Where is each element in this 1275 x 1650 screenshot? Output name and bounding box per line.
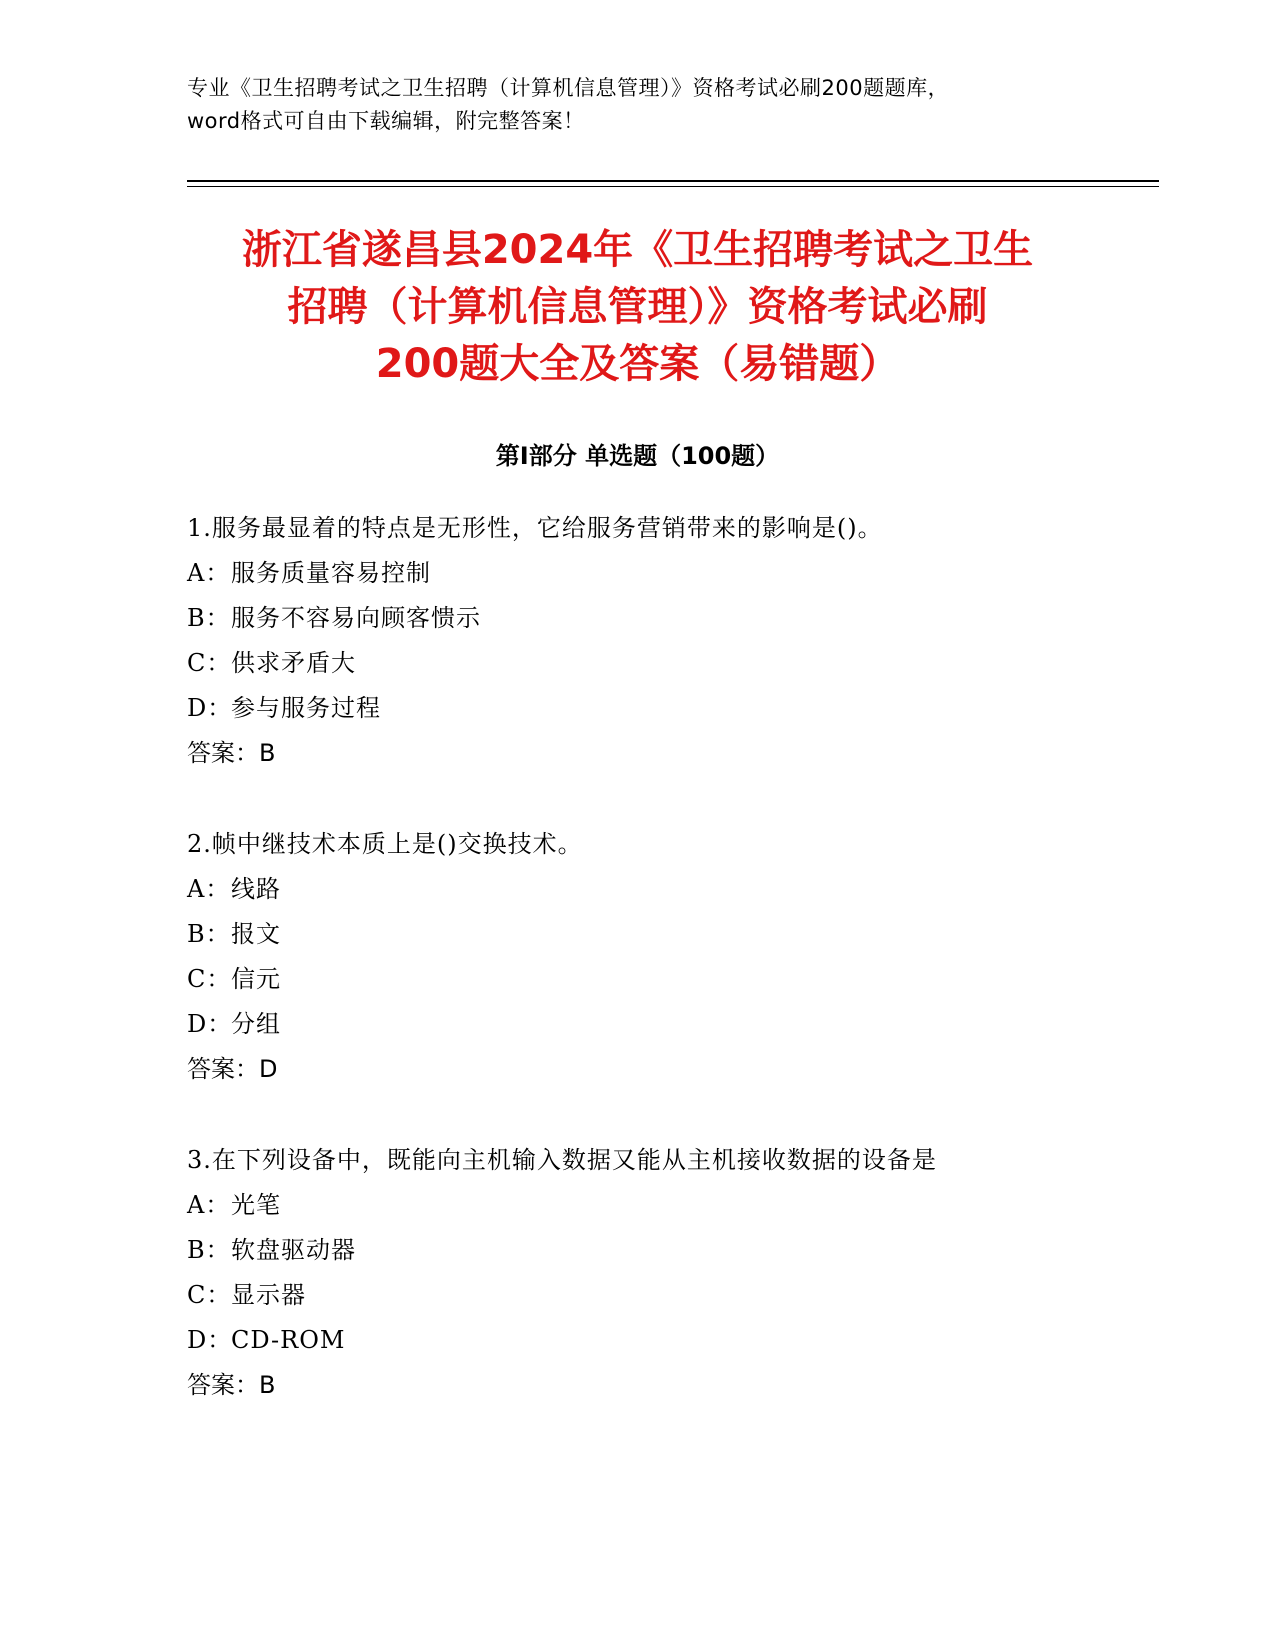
document-title-line-3: 200题大全及答案（易错题）: [375, 341, 900, 387]
header-note-line-2: word格式可自由下载编辑，附完整答案！: [187, 109, 585, 133]
option-a: [187, 551, 1187, 596]
option-key: A：: [187, 875, 231, 903]
option-text: 显示器: [231, 1281, 306, 1309]
option-key: C：: [187, 965, 232, 993]
option-key: D：: [187, 1010, 233, 1038]
option-text: 服务质量容易控制: [231, 559, 431, 587]
option-key: B：: [187, 604, 231, 632]
question-3: [187, 1138, 1187, 1408]
option-d: [187, 1002, 1187, 1047]
answer: 答案：B: [187, 739, 276, 767]
option-text: 分组: [231, 1010, 281, 1038]
option-d: [187, 1318, 1187, 1363]
option-b: [187, 596, 1187, 641]
option-key: C：: [187, 1281, 232, 1309]
option-key: B：: [187, 1236, 231, 1264]
option-text: 光笔: [231, 1191, 281, 1219]
option-text: 参与服务过程: [231, 694, 381, 722]
question-stem: 3.在下列设备中，既能向主机输入数据又能从主机接收数据的设备是: [187, 1146, 937, 1174]
document-title-line-1: 浙江省遂昌县2024年《卫生招聘考试之卫生: [241, 227, 1034, 273]
option-a: [187, 867, 1187, 912]
header-note-line-1: 专业《卫生招聘考试之卫生招聘（计算机信息管理）》资格考试必刷200题题库，: [187, 76, 950, 100]
option-key: A：: [187, 1191, 231, 1219]
option-text: 线路: [231, 875, 281, 903]
option-a: [187, 1183, 1187, 1228]
document-title: [150, 222, 1125, 393]
option-text: 服务不容易向顾客愦示: [231, 604, 481, 632]
option-text: 供求矛盾大: [231, 649, 356, 677]
question-stem: 1.服务最显着的特点是无形性，它给服务营销带来的影响是()。: [187, 514, 883, 542]
option-key: D：: [187, 1326, 233, 1354]
option-key: A：: [187, 559, 231, 587]
section-heading: 第I部分 单选题（100题）: [495, 442, 780, 470]
option-c: [187, 957, 1187, 1002]
option-key: C：: [187, 649, 232, 677]
option-key: D：: [187, 694, 233, 722]
header-divider-thin: [187, 186, 1159, 187]
option-key: B：: [187, 920, 231, 948]
question-stem: 2.帧中继技术本质上是()交换技术。: [187, 830, 583, 858]
option-text: 信元: [231, 965, 281, 993]
option-b: [187, 912, 1187, 957]
header-note: [187, 72, 1087, 138]
option-c: [187, 641, 1187, 686]
question-2: [187, 822, 1187, 1092]
option-text: CD-ROM: [231, 1326, 346, 1354]
option-c: [187, 1273, 1187, 1318]
answer: 答案：B: [187, 1371, 276, 1399]
option-text: 报文: [231, 920, 281, 948]
option-b: [187, 1228, 1187, 1273]
document-title-line-2: 招聘（计算机信息管理）》资格考试必刷: [287, 284, 988, 330]
question-1: [187, 506, 1187, 776]
option-text: 软盘驱动器: [231, 1236, 356, 1264]
answer: 答案：D: [187, 1055, 278, 1083]
option-d: [187, 686, 1187, 731]
header-divider-thick: [187, 180, 1159, 182]
